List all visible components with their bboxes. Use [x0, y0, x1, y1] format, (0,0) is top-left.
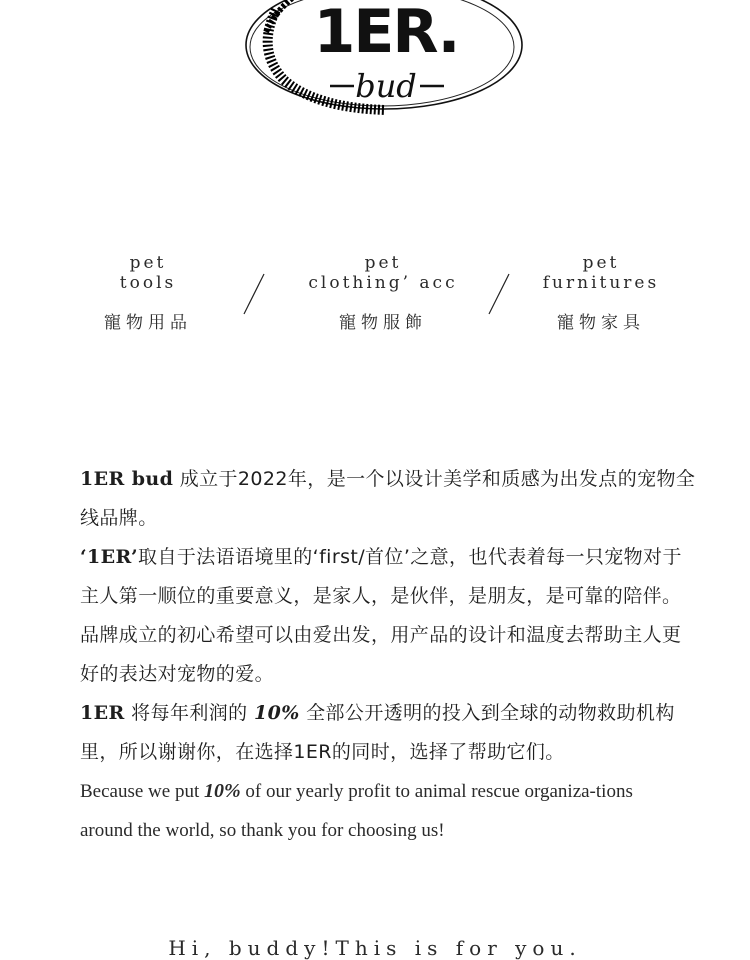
divider-slash: [243, 273, 265, 315]
category-cn: 寵物服飾: [339, 313, 427, 333]
about-paragraph-1: [80, 460, 700, 538]
about-en-text: of our yearly profit to animal rescue organiza-tions: [240, 781, 633, 802]
category-cn: 寵物用品: [104, 313, 192, 333]
about-english-line-2: around the world, so thank you for choosing us!: [80, 820, 445, 841]
category-pet-tools[interactable]: [86, 253, 210, 333]
brand-name: 1ER bud: [80, 468, 174, 490]
divider-slash: [488, 273, 510, 315]
brand-quote: ‘1ER’: [80, 546, 139, 568]
category-en-line2: clothing’ acc: [308, 273, 458, 293]
logo-subtitle: bud: [355, 67, 417, 105]
category-en-line1: pet: [582, 253, 620, 273]
about-text: 取自于法语语境里的‘first/首位’之意，也代表着每一只宠物对于主人第一顺位的重要意义，是家人，是伙伴，是朋友，是可靠的陪伴。品牌成立的初心希望可以由爱出发，用产品的设计和温度去帮助主人更好的表达对宠物的爱。: [80, 546, 682, 685]
category-pet-clothing[interactable]: [300, 253, 466, 333]
category-en-line2: tools: [119, 273, 177, 293]
brand-logo: [236, 0, 536, 120]
about-en-text: Because we put: [80, 781, 204, 802]
category-cn: 寵物家具: [557, 313, 645, 333]
about-text: 将每年利润的: [124, 702, 254, 724]
logo-title: 1ER.: [313, 0, 459, 67]
about-text: 成立于2022年，是一个以设计美学和质感为出发点的宠物全线品牌。: [80, 468, 696, 529]
tagline: Hi, buddy!This is for you.: [168, 936, 582, 960]
logo-mark: [236, 0, 536, 120]
category-pet-furnitures[interactable]: [534, 253, 668, 333]
profit-percent: 10%: [253, 702, 300, 724]
brand-name: 1ER: [80, 702, 125, 724]
about-paragraph-2: [80, 538, 700, 694]
profit-percent-en: 10%: [203, 780, 241, 802]
about-text: 全部公开透明的投入到全球的动物救助机构里，所以谢谢你，在选择1ER的同时，选择了帮助它们。: [80, 702, 675, 763]
about-paragraph-3: [80, 694, 700, 772]
category-en-line2: furnitures: [542, 273, 660, 293]
brand-about: [80, 460, 700, 850]
about-english-line-1: [80, 772, 700, 811]
category-en-line1: pet: [364, 253, 402, 273]
category-nav: [0, 253, 750, 343]
category-en-line1: pet: [129, 253, 167, 273]
